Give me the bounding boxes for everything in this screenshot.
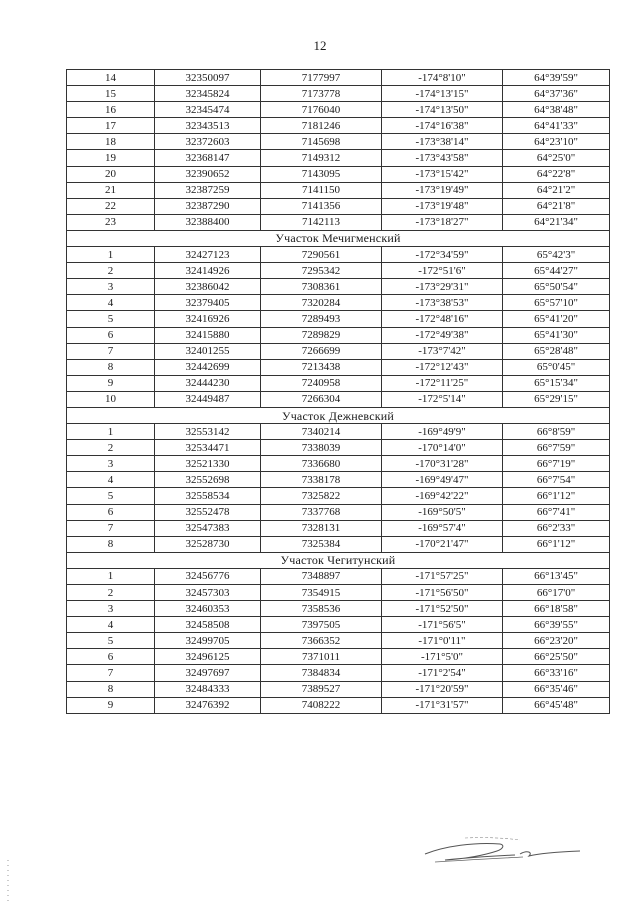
- longitude-cell: -169°50'5": [382, 504, 503, 520]
- latitude-cell: 66°23'20": [503, 633, 610, 649]
- table-row: [67, 134, 610, 150]
- longitude-cell: -170°14'0": [382, 440, 503, 456]
- point-number-cell: 1: [67, 247, 155, 263]
- point-number-cell: 2: [67, 585, 155, 601]
- y-coordinate-cell: 7338039: [261, 440, 382, 456]
- latitude-cell: 64°41'33": [503, 118, 610, 134]
- x-coordinate-cell: 32442699: [155, 359, 261, 375]
- latitude-cell: 66°25'50": [503, 649, 610, 665]
- table-row: [67, 681, 610, 697]
- x-coordinate-cell: 32457303: [155, 585, 261, 601]
- longitude-cell: -169°42'22": [382, 488, 503, 504]
- longitude-cell: -171°56'50": [382, 585, 503, 601]
- y-coordinate-cell: 7142113: [261, 214, 382, 230]
- x-coordinate-cell: 32552478: [155, 504, 261, 520]
- y-coordinate-cell: 7176040: [261, 102, 382, 118]
- point-number-cell: 14: [67, 70, 155, 86]
- table-row: [67, 665, 610, 681]
- longitude-cell: -171°57'25": [382, 568, 503, 584]
- latitude-cell: 65°44'27": [503, 263, 610, 279]
- table-row: [67, 150, 610, 166]
- x-coordinate-cell: 32386042: [155, 279, 261, 295]
- point-number-cell: 6: [67, 327, 155, 343]
- x-coordinate-cell: 32415880: [155, 327, 261, 343]
- y-coordinate-cell: 7397505: [261, 617, 382, 633]
- point-number-cell: 5: [67, 633, 155, 649]
- point-number-cell: 8: [67, 681, 155, 697]
- section-title: Участок Чегитунский: [67, 552, 610, 568]
- x-coordinate-cell: 32558534: [155, 488, 261, 504]
- y-coordinate-cell: 7366352: [261, 633, 382, 649]
- latitude-cell: 66°39'55": [503, 617, 610, 633]
- latitude-cell: 66°7'19": [503, 456, 610, 472]
- point-number-cell: 5: [67, 488, 155, 504]
- table-row: [67, 633, 610, 649]
- longitude-cell: -171°0'11": [382, 633, 503, 649]
- longitude-cell: -171°2'54": [382, 665, 503, 681]
- table-row: [67, 488, 610, 504]
- point-number-cell: 21: [67, 182, 155, 198]
- margin-marks: [6, 860, 10, 905]
- longitude-cell: -174°13'50": [382, 102, 503, 118]
- y-coordinate-cell: 7295342: [261, 263, 382, 279]
- latitude-cell: 66°1'12": [503, 488, 610, 504]
- point-number-cell: 9: [67, 697, 155, 713]
- longitude-cell: -174°13'15": [382, 86, 503, 102]
- longitude-cell: -173°29'31": [382, 279, 503, 295]
- table-row: [67, 568, 610, 584]
- table-row: [67, 214, 610, 230]
- latitude-cell: 64°21'34": [503, 214, 610, 230]
- y-coordinate-cell: 7340214: [261, 424, 382, 440]
- point-number-cell: 2: [67, 263, 155, 279]
- x-coordinate-cell: 32534471: [155, 440, 261, 456]
- latitude-cell: 65°0'45": [503, 359, 610, 375]
- y-coordinate-cell: 7308361: [261, 279, 382, 295]
- y-coordinate-cell: 7328131: [261, 520, 382, 536]
- point-number-cell: 23: [67, 214, 155, 230]
- latitude-cell: 65°42'3": [503, 247, 610, 263]
- x-coordinate-cell: 32414926: [155, 263, 261, 279]
- y-coordinate-cell: 7266304: [261, 391, 382, 407]
- signature: [405, 832, 595, 872]
- longitude-cell: -173°38'14": [382, 134, 503, 150]
- latitude-cell: 64°21'8": [503, 198, 610, 214]
- point-number-cell: 16: [67, 102, 155, 118]
- table-row: [67, 601, 610, 617]
- table-row: [67, 375, 610, 391]
- x-coordinate-cell: 32416926: [155, 311, 261, 327]
- longitude-cell: -172°11'25": [382, 375, 503, 391]
- point-number-cell: 3: [67, 279, 155, 295]
- longitude-cell: -169°57'4": [382, 520, 503, 536]
- x-coordinate-cell: 32350097: [155, 70, 261, 86]
- point-number-cell: 3: [67, 601, 155, 617]
- y-coordinate-cell: 7289829: [261, 327, 382, 343]
- y-coordinate-cell: 7290561: [261, 247, 382, 263]
- latitude-cell: 64°38'48": [503, 102, 610, 118]
- latitude-cell: 66°7'54": [503, 472, 610, 488]
- longitude-cell: -171°31'57": [382, 697, 503, 713]
- longitude-cell: -173°38'53": [382, 295, 503, 311]
- point-number-cell: 6: [67, 649, 155, 665]
- point-number-cell: 22: [67, 198, 155, 214]
- table-row: [67, 536, 610, 552]
- x-coordinate-cell: 32390652: [155, 166, 261, 182]
- point-number-cell: 17: [67, 118, 155, 134]
- latitude-cell: 64°37'36": [503, 86, 610, 102]
- x-coordinate-cell: 32553142: [155, 424, 261, 440]
- table-row: [67, 391, 610, 407]
- y-coordinate-cell: 7325822: [261, 488, 382, 504]
- table-row: [67, 456, 610, 472]
- section-header-row: [67, 407, 610, 423]
- longitude-cell: -172°51'6": [382, 263, 503, 279]
- point-number-cell: 4: [67, 295, 155, 311]
- point-number-cell: 9: [67, 375, 155, 391]
- table-row: [67, 182, 610, 198]
- latitude-cell: 65°29'15": [503, 391, 610, 407]
- y-coordinate-cell: 7325384: [261, 536, 382, 552]
- latitude-cell: 66°8'59": [503, 424, 610, 440]
- page-number: 12: [313, 38, 327, 53]
- table-row: [67, 263, 610, 279]
- latitude-cell: 66°33'16": [503, 665, 610, 681]
- y-coordinate-cell: 7266699: [261, 343, 382, 359]
- point-number-cell: 15: [67, 86, 155, 102]
- longitude-cell: -173°18'27": [382, 214, 503, 230]
- x-coordinate-cell: 32528730: [155, 536, 261, 552]
- x-coordinate-cell: 32449487: [155, 391, 261, 407]
- x-coordinate-cell: 32444230: [155, 375, 261, 391]
- latitude-cell: 66°1'12": [503, 536, 610, 552]
- section-header-row: [67, 552, 610, 568]
- y-coordinate-cell: 7384834: [261, 665, 382, 681]
- y-coordinate-cell: 7354915: [261, 585, 382, 601]
- table-row: [67, 440, 610, 456]
- point-number-cell: 4: [67, 617, 155, 633]
- x-coordinate-cell: 32379405: [155, 295, 261, 311]
- x-coordinate-cell: 32547383: [155, 520, 261, 536]
- x-coordinate-cell: 32497697: [155, 665, 261, 681]
- table-row: [67, 295, 610, 311]
- y-coordinate-cell: 7141150: [261, 182, 382, 198]
- point-number-cell: 20: [67, 166, 155, 182]
- y-coordinate-cell: 7358536: [261, 601, 382, 617]
- point-number-cell: 3: [67, 456, 155, 472]
- y-coordinate-cell: 7173778: [261, 86, 382, 102]
- x-coordinate-cell: 32372603: [155, 134, 261, 150]
- table-row: [67, 86, 610, 102]
- x-coordinate-cell: 32552698: [155, 472, 261, 488]
- y-coordinate-cell: 7336680: [261, 456, 382, 472]
- y-coordinate-cell: 7320284: [261, 295, 382, 311]
- y-coordinate-cell: 7348897: [261, 568, 382, 584]
- latitude-cell: 64°25'0": [503, 150, 610, 166]
- x-coordinate-cell: 32484333: [155, 681, 261, 697]
- longitude-cell: -170°31'28": [382, 456, 503, 472]
- latitude-cell: 66°18'58": [503, 601, 610, 617]
- point-number-cell: 7: [67, 343, 155, 359]
- x-coordinate-cell: 32521330: [155, 456, 261, 472]
- table-row: [67, 504, 610, 520]
- y-coordinate-cell: 7145698: [261, 134, 382, 150]
- y-coordinate-cell: 7181246: [261, 118, 382, 134]
- table-row: [67, 359, 610, 375]
- y-coordinate-cell: 7389527: [261, 681, 382, 697]
- y-coordinate-cell: 7289493: [261, 311, 382, 327]
- table-row: [67, 118, 610, 134]
- y-coordinate-cell: 7213438: [261, 359, 382, 375]
- point-number-cell: 4: [67, 472, 155, 488]
- longitude-cell: -172°34'59": [382, 247, 503, 263]
- latitude-cell: 64°23'10": [503, 134, 610, 150]
- table-row: [67, 279, 610, 295]
- x-coordinate-cell: 32499705: [155, 633, 261, 649]
- latitude-cell: 66°35'46": [503, 681, 610, 697]
- table-row: [67, 166, 610, 182]
- point-number-cell: 19: [67, 150, 155, 166]
- longitude-cell: -170°21'47": [382, 536, 503, 552]
- section-title: Участок Дежневский: [67, 407, 610, 423]
- x-coordinate-cell: 32345824: [155, 86, 261, 102]
- table-row: [67, 70, 610, 86]
- y-coordinate-cell: 7337768: [261, 504, 382, 520]
- x-coordinate-cell: 32456776: [155, 568, 261, 584]
- longitude-cell: -172°48'16": [382, 311, 503, 327]
- latitude-cell: 66°2'33": [503, 520, 610, 536]
- latitude-cell: 66°7'59": [503, 440, 610, 456]
- table-row: [67, 424, 610, 440]
- point-number-cell: 5: [67, 311, 155, 327]
- longitude-cell: -171°20'59": [382, 681, 503, 697]
- x-coordinate-cell: 32387259: [155, 182, 261, 198]
- latitude-cell: 66°45'48": [503, 697, 610, 713]
- point-number-cell: 6: [67, 504, 155, 520]
- table-row: [67, 343, 610, 359]
- longitude-cell: -172°12'43": [382, 359, 503, 375]
- latitude-cell: 66°7'41": [503, 504, 610, 520]
- longitude-cell: -169°49'47": [382, 472, 503, 488]
- y-coordinate-cell: 7141356: [261, 198, 382, 214]
- y-coordinate-cell: 7149312: [261, 150, 382, 166]
- point-number-cell: 18: [67, 134, 155, 150]
- coordinates-table-body: [67, 70, 610, 714]
- latitude-cell: 65°50'54": [503, 279, 610, 295]
- table-row: [67, 102, 610, 118]
- point-number-cell: 1: [67, 568, 155, 584]
- table-row: [67, 311, 610, 327]
- longitude-cell: -173°15'42": [382, 166, 503, 182]
- x-coordinate-cell: 32460353: [155, 601, 261, 617]
- point-number-cell: 1: [67, 424, 155, 440]
- latitude-cell: 65°28'48": [503, 343, 610, 359]
- longitude-cell: -171°5'0": [382, 649, 503, 665]
- table-row: [67, 472, 610, 488]
- coordinates-table: [66, 69, 610, 714]
- point-number-cell: 2: [67, 440, 155, 456]
- latitude-cell: 65°15'34": [503, 375, 610, 391]
- longitude-cell: -173°43'58": [382, 150, 503, 166]
- x-coordinate-cell: 32343513: [155, 118, 261, 134]
- point-number-cell: 8: [67, 536, 155, 552]
- longitude-cell: -171°56'5": [382, 617, 503, 633]
- longitude-cell: -174°16'38": [382, 118, 503, 134]
- table-row: [67, 585, 610, 601]
- table-row: [67, 327, 610, 343]
- latitude-cell: 64°22'8": [503, 166, 610, 182]
- table-row: [67, 617, 610, 633]
- section-header-row: [67, 230, 610, 246]
- longitude-cell: -172°49'38": [382, 327, 503, 343]
- x-coordinate-cell: 32476392: [155, 697, 261, 713]
- y-coordinate-cell: 7177997: [261, 70, 382, 86]
- x-coordinate-cell: 32427123: [155, 247, 261, 263]
- y-coordinate-cell: 7240958: [261, 375, 382, 391]
- point-number-cell: 7: [67, 520, 155, 536]
- section-title: Участок Мечигменский: [67, 230, 610, 246]
- longitude-cell: -171°52'50": [382, 601, 503, 617]
- longitude-cell: -169°49'9": [382, 424, 503, 440]
- y-coordinate-cell: 7408222: [261, 697, 382, 713]
- table-row: [67, 649, 610, 665]
- longitude-cell: -173°7'42": [382, 343, 503, 359]
- table-row: [67, 520, 610, 536]
- table-row: [67, 247, 610, 263]
- x-coordinate-cell: 32401255: [155, 343, 261, 359]
- table-row: [67, 198, 610, 214]
- x-coordinate-cell: 32388400: [155, 214, 261, 230]
- latitude-cell: 64°39'59": [503, 70, 610, 86]
- latitude-cell: 65°41'30": [503, 327, 610, 343]
- longitude-cell: -172°5'14": [382, 391, 503, 407]
- point-number-cell: 10: [67, 391, 155, 407]
- point-number-cell: 8: [67, 359, 155, 375]
- x-coordinate-cell: 32368147: [155, 150, 261, 166]
- x-coordinate-cell: 32496125: [155, 649, 261, 665]
- y-coordinate-cell: 7143095: [261, 166, 382, 182]
- x-coordinate-cell: 32345474: [155, 102, 261, 118]
- latitude-cell: 66°13'45": [503, 568, 610, 584]
- x-coordinate-cell: 32387290: [155, 198, 261, 214]
- longitude-cell: -174°8'10": [382, 70, 503, 86]
- latitude-cell: 65°41'20": [503, 311, 610, 327]
- latitude-cell: 65°57'10": [503, 295, 610, 311]
- x-coordinate-cell: 32458508: [155, 617, 261, 633]
- longitude-cell: -173°19'49": [382, 182, 503, 198]
- longitude-cell: -173°19'48": [382, 198, 503, 214]
- latitude-cell: 66°17'0": [503, 585, 610, 601]
- point-number-cell: 7: [67, 665, 155, 681]
- y-coordinate-cell: 7371011: [261, 649, 382, 665]
- y-coordinate-cell: 7338178: [261, 472, 382, 488]
- latitude-cell: 64°21'2": [503, 182, 610, 198]
- table-row: [67, 697, 610, 713]
